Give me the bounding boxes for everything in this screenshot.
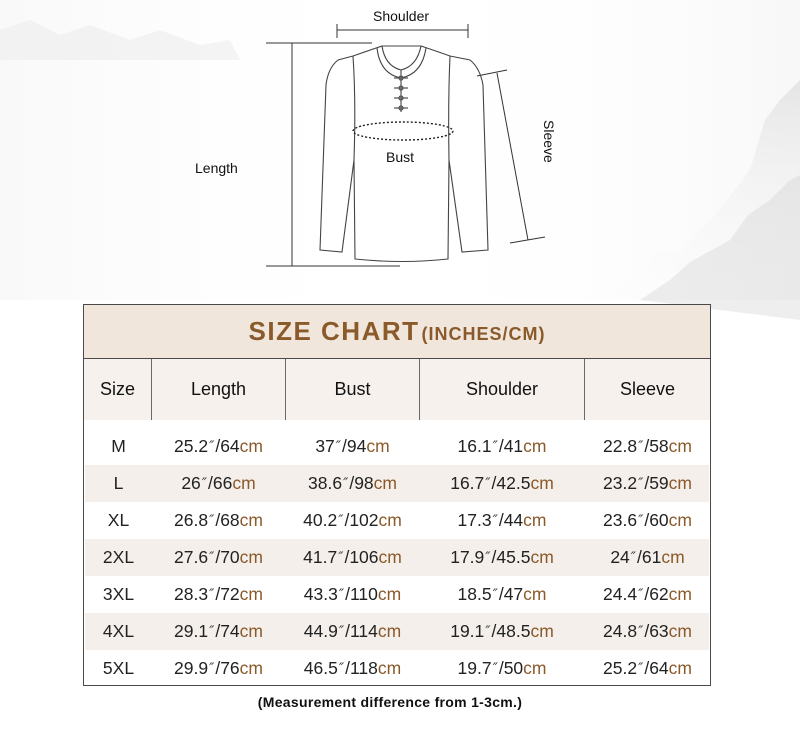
cm-unit: cm bbox=[378, 510, 402, 530]
size-value: 4XL bbox=[102, 621, 135, 641]
cm-unit: cm bbox=[668, 473, 692, 493]
unit-separator: / bbox=[215, 658, 221, 678]
cm-unit: cm bbox=[377, 621, 402, 641]
cell-length bbox=[152, 650, 285, 687]
cell-bust bbox=[286, 465, 419, 502]
inch-mark: ″ bbox=[638, 623, 644, 640]
shoulder-cm-value: 42.5 bbox=[496, 473, 531, 493]
table-row bbox=[85, 613, 709, 650]
cm-unit: cm bbox=[377, 584, 402, 604]
header-divider bbox=[285, 359, 286, 420]
size-value: M bbox=[111, 436, 126, 456]
table-row bbox=[85, 502, 709, 539]
cell-sleeve bbox=[585, 502, 710, 539]
unit-separator: / bbox=[644, 473, 650, 493]
cm-unit: cm bbox=[239, 436, 263, 456]
inch-mark: ″ bbox=[201, 475, 208, 492]
unit-separator: / bbox=[215, 510, 221, 530]
sleeve-inches-value: 24 bbox=[610, 547, 630, 567]
header-divider bbox=[419, 359, 420, 420]
bust-cm-value: 94 bbox=[346, 436, 367, 456]
inch-mark: ″ bbox=[209, 549, 215, 566]
unit-separator: / bbox=[344, 510, 350, 530]
cell-sleeve bbox=[585, 613, 710, 650]
cell-size bbox=[85, 576, 152, 613]
unit-separator: / bbox=[344, 547, 350, 567]
cell-shoulder bbox=[420, 465, 584, 502]
inch-mark: ″ bbox=[485, 623, 491, 640]
size-value: 3XL bbox=[102, 584, 135, 604]
cm-unit: cm bbox=[239, 621, 263, 641]
inch-mark: ″ bbox=[638, 475, 644, 492]
bust-measure-ellipse bbox=[353, 122, 453, 140]
unit-separator: / bbox=[215, 547, 221, 567]
unit-separator: / bbox=[215, 621, 221, 641]
unit-separator: / bbox=[342, 436, 347, 456]
inch-mark: ″ bbox=[485, 475, 491, 492]
cell-bust bbox=[286, 613, 419, 650]
unit-separator: / bbox=[491, 621, 497, 641]
cell-length bbox=[152, 465, 285, 502]
cm-unit: cm bbox=[239, 658, 263, 678]
sleeve-inches-value: 24.8 bbox=[603, 621, 638, 641]
bust-inches-value: 46.5 bbox=[303, 658, 338, 678]
shoulder-cm-value: 48.5 bbox=[496, 621, 531, 641]
cell-length bbox=[152, 576, 285, 613]
sleeve-cm-value: 62 bbox=[649, 584, 669, 604]
bust-inches-value: 40.2 bbox=[303, 510, 338, 530]
inch-mark: ″ bbox=[338, 586, 345, 603]
cm-unit: cm bbox=[523, 436, 547, 456]
unit-separator: / bbox=[644, 621, 650, 641]
sleeve-inches-value: 23.2 bbox=[603, 473, 638, 493]
cm-unit: cm bbox=[661, 547, 685, 567]
inch-mark: ″ bbox=[209, 512, 215, 529]
cell-size bbox=[85, 502, 152, 539]
unit-separator: / bbox=[491, 473, 497, 493]
inch-mark: ″ bbox=[338, 512, 344, 529]
length-cm-value: 70 bbox=[220, 547, 240, 567]
cell-shoulder bbox=[420, 539, 584, 576]
size-chart-title bbox=[249, 316, 546, 347]
cm-unit: cm bbox=[366, 436, 390, 456]
cm-unit: cm bbox=[668, 436, 692, 456]
cell-length bbox=[152, 502, 285, 539]
unit-separator: / bbox=[215, 436, 221, 456]
cell-shoulder bbox=[420, 613, 584, 650]
cell-bust bbox=[286, 576, 419, 613]
inch-mark: ″ bbox=[209, 586, 215, 603]
table-row bbox=[85, 539, 709, 576]
unit-separator: / bbox=[215, 584, 221, 604]
cm-unit: cm bbox=[232, 473, 256, 493]
length-cm-value: 74 bbox=[220, 621, 240, 641]
cell-sleeve bbox=[585, 650, 710, 687]
unit-separator: / bbox=[644, 510, 650, 530]
bust-cm-value: 102 bbox=[349, 510, 379, 530]
bust-inches-value: 43.3 bbox=[303, 584, 338, 604]
inch-mark: ″ bbox=[338, 660, 345, 677]
length-inches-value: 25.2 bbox=[174, 436, 209, 456]
inch-mark: ″ bbox=[630, 549, 637, 566]
unit-separator: / bbox=[644, 584, 650, 604]
unit-separator: / bbox=[208, 473, 213, 493]
cell-shoulder bbox=[420, 502, 584, 539]
bust-cm-value: 118 bbox=[349, 658, 378, 678]
length-cm-value: 68 bbox=[220, 510, 240, 530]
sleeve-inches-value: 25.2 bbox=[603, 658, 638, 678]
cm-unit: cm bbox=[377, 658, 402, 678]
cm-unit: cm bbox=[530, 621, 554, 641]
inch-mark: ″ bbox=[343, 475, 349, 492]
inch-mark: ″ bbox=[638, 512, 644, 529]
length-cm-value: 64 bbox=[220, 436, 240, 456]
cell-shoulder bbox=[420, 576, 584, 613]
cell-length bbox=[152, 428, 285, 465]
cm-unit: cm bbox=[530, 473, 554, 493]
header-bust: Bust bbox=[334, 379, 371, 399]
cm-unit: cm bbox=[239, 510, 263, 530]
bust-cm-value: 110 bbox=[349, 584, 378, 604]
cell-bust bbox=[286, 650, 419, 687]
sleeve-cm-value: 59 bbox=[649, 473, 669, 493]
size-value: L bbox=[113, 473, 124, 493]
unit-separator: / bbox=[498, 436, 504, 456]
shoulder-inches-value: 16.1 bbox=[457, 436, 492, 456]
cell-size bbox=[85, 465, 152, 502]
inch-mark: ″ bbox=[335, 438, 342, 455]
sleeve-cm-value: 64 bbox=[649, 658, 669, 678]
garment-measurement-diagram bbox=[0, 0, 800, 300]
unit-separator: / bbox=[637, 547, 642, 567]
cell-length bbox=[152, 539, 285, 576]
unit-separator: / bbox=[491, 547, 497, 567]
shoulder-cm-value: 50 bbox=[503, 658, 524, 678]
shoulder-cm-value: 45.5 bbox=[496, 547, 531, 567]
cell-sleeve bbox=[585, 576, 710, 613]
inch-mark: ″ bbox=[638, 586, 644, 603]
length-inches-value: 26 bbox=[181, 473, 201, 493]
sleeve-cm-value: 63 bbox=[649, 621, 669, 641]
cm-unit: cm bbox=[523, 658, 547, 678]
cm-unit: cm bbox=[668, 621, 692, 641]
shoulder-inches-value: 19.1 bbox=[450, 621, 485, 641]
shoulder-inches-value: 16.7 bbox=[450, 473, 485, 493]
cm-unit: cm bbox=[239, 584, 263, 604]
shoulder-cm-value: 47 bbox=[503, 584, 524, 604]
inch-mark: ″ bbox=[492, 586, 498, 603]
cm-unit: cm bbox=[668, 510, 692, 530]
cm-unit: cm bbox=[668, 658, 692, 678]
cm-unit: cm bbox=[668, 584, 692, 604]
table-row bbox=[85, 576, 709, 613]
unit-separator: / bbox=[345, 621, 350, 641]
inch-mark: ″ bbox=[209, 660, 215, 677]
length-inches-value: 26.8 bbox=[174, 510, 209, 530]
length-cm-value: 76 bbox=[220, 658, 240, 678]
bust-cm-value: 98 bbox=[354, 473, 374, 493]
unit-separator: / bbox=[345, 584, 350, 604]
sleeve-dimension-line bbox=[497, 73, 528, 240]
bust-cm-value: 114 bbox=[349, 621, 378, 641]
bust-label: Bust bbox=[386, 149, 415, 165]
unit-separator: / bbox=[644, 436, 650, 456]
size-value: XL bbox=[107, 510, 130, 530]
cell-size bbox=[85, 539, 152, 576]
length-inches-value: 27.6 bbox=[174, 547, 209, 567]
size-chart-table bbox=[83, 304, 711, 686]
cell-size bbox=[85, 650, 152, 687]
inch-mark: ″ bbox=[638, 660, 644, 677]
cell-shoulder bbox=[420, 428, 584, 465]
inch-mark: ″ bbox=[209, 623, 215, 640]
header-sleeve: Sleeve bbox=[619, 379, 676, 399]
cell-sleeve bbox=[585, 428, 710, 465]
shoulder-cm-value: 41 bbox=[503, 436, 524, 456]
sleeve-label: Sleeve bbox=[541, 120, 557, 163]
table-header-row bbox=[84, 359, 710, 420]
header-length: Length bbox=[190, 379, 247, 399]
cell-sleeve bbox=[585, 465, 710, 502]
unit-separator: / bbox=[349, 473, 355, 493]
cell-shoulder bbox=[420, 650, 584, 687]
cell-bust bbox=[286, 539, 419, 576]
table-row bbox=[85, 428, 709, 465]
shoulder-label: Shoulder bbox=[373, 8, 430, 24]
bust-inches-value: 38.6 bbox=[308, 473, 343, 493]
sleeve-cm-value: 58 bbox=[649, 436, 669, 456]
inch-mark: ″ bbox=[492, 438, 498, 455]
size-chart-title-bar bbox=[84, 305, 710, 359]
header-divider bbox=[584, 359, 585, 420]
cell-bust bbox=[286, 502, 419, 539]
inch-mark: ″ bbox=[209, 438, 215, 455]
cell-size bbox=[85, 428, 152, 465]
unit-separator: / bbox=[345, 658, 350, 678]
length-cm-value: 66 bbox=[212, 473, 233, 493]
cm-unit: cm bbox=[523, 510, 547, 530]
inch-mark: ″ bbox=[485, 549, 491, 566]
inch-mark: ″ bbox=[338, 623, 345, 640]
size-value: 5XL bbox=[102, 658, 135, 678]
cm-unit: cm bbox=[523, 584, 547, 604]
shoulder-inches-value: 17.9 bbox=[450, 547, 485, 567]
length-inches-value: 29.1 bbox=[174, 621, 209, 641]
header-divider bbox=[151, 359, 152, 420]
size-value: 2XL bbox=[102, 547, 135, 567]
unit-separator: / bbox=[498, 510, 504, 530]
inch-mark: ″ bbox=[492, 512, 498, 529]
table-row bbox=[85, 465, 709, 502]
size-chart-title-units: (INCHES/CM) bbox=[421, 324, 546, 344]
inch-mark: ″ bbox=[338, 549, 344, 566]
inch-mark: ″ bbox=[638, 438, 644, 455]
header-size: Size bbox=[99, 379, 135, 399]
unit-separator: / bbox=[644, 658, 650, 678]
length-inches-value: 29.9 bbox=[174, 658, 209, 678]
cm-unit: cm bbox=[378, 547, 402, 567]
unit-separator: / bbox=[498, 658, 504, 678]
cm-unit: cm bbox=[239, 547, 263, 567]
sleeve-inches-value: 24.4 bbox=[603, 584, 638, 604]
cm-unit: cm bbox=[530, 547, 554, 567]
sleeve-cm-value: 60 bbox=[649, 510, 669, 530]
bust-inches-value: 44.9 bbox=[303, 621, 338, 641]
cm-unit: cm bbox=[373, 473, 397, 493]
table-row bbox=[85, 650, 709, 687]
bust-inches-value: 41.7 bbox=[303, 547, 338, 567]
size-chart-title-main: SIZE CHART bbox=[248, 316, 420, 346]
cell-size bbox=[85, 613, 152, 650]
cell-sleeve bbox=[585, 539, 710, 576]
measurement-note: (Measurement difference from 1-3cm.) bbox=[257, 694, 523, 710]
shoulder-inches-value: 19.7 bbox=[457, 658, 492, 678]
unit-separator: / bbox=[498, 584, 504, 604]
cell-bust bbox=[286, 428, 419, 465]
sleeve-cm-value: 61 bbox=[641, 547, 662, 567]
shoulder-cm-value: 44 bbox=[503, 510, 524, 530]
sleeve-inches-value: 22.8 bbox=[603, 436, 638, 456]
length-inches-value: 28.3 bbox=[174, 584, 209, 604]
shoulder-inches-value: 18.5 bbox=[457, 584, 492, 604]
header-shoulder: Shoulder bbox=[465, 379, 539, 399]
cell-length bbox=[152, 613, 285, 650]
length-cm-value: 72 bbox=[220, 584, 240, 604]
inch-mark: ″ bbox=[492, 660, 498, 677]
bust-cm-value: 106 bbox=[349, 547, 379, 567]
sleeve-inches-value: 23.6 bbox=[603, 510, 638, 530]
shoulder-inches-value: 17.3 bbox=[457, 510, 492, 530]
bust-inches-value: 37 bbox=[315, 436, 335, 456]
length-label: Length bbox=[195, 160, 238, 176]
